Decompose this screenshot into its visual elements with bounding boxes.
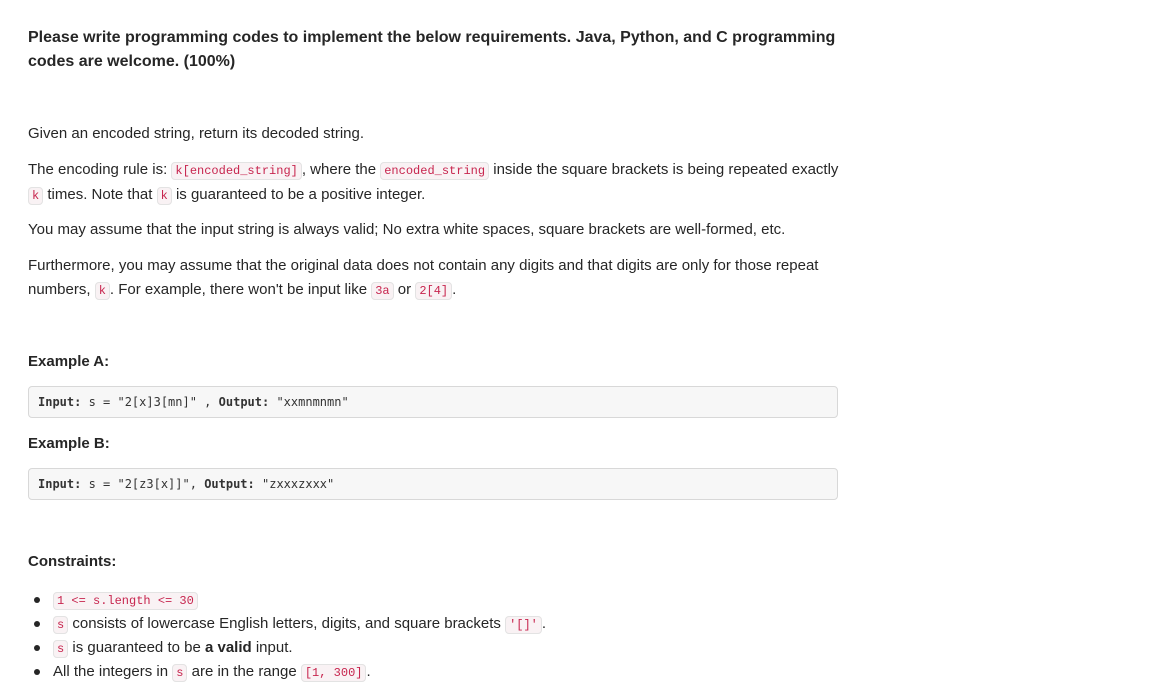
rule-text-1: The encoding rule is: [28,161,172,178]
valid-input-note: You may assume that the input string is always valid; No extra white spaces, square brackets are well-formed, etc. [28,221,786,238]
example-b-input-label: Input: [38,477,82,491]
constraint-range-code-s: s [172,664,187,682]
example-b-code-block [28,468,838,500]
constraint-valid-text: is guaranteed to be [68,639,205,656]
constraint-valid-end: input. [251,639,293,656]
constraint-range-text-2: are in the range [187,663,301,680]
assignment-heading: Please write programming codes to implement the below requirements. Java, Python, and C programming codes are welcome. (100%) [28,29,836,70]
bullet-icon [34,597,40,603]
bullet-icon [34,669,40,675]
constraint-item-charset [28,612,546,636]
rule-text-4: times. Note that [43,186,157,203]
constraints-list [28,588,546,684]
constraint-valid-code-s: s [53,640,68,658]
constraint-charset-code-s: s [53,616,68,634]
rule-code-k: k [28,187,43,205]
intro-text: Given an encoded string, return its decoded string. [28,125,365,142]
example-b-output-value: "zxxxzxxx" [254,477,335,491]
bullet-icon [34,621,40,627]
constraint-charset-text: consists of lowercase English letters, digits, and square brackets [68,615,506,632]
constraint-charset-end: . [541,615,547,632]
example-a-input-label: Input: [38,395,82,409]
example-a-output-label: Output: [218,395,270,409]
digits-code-2-4: 2[4] [415,282,452,300]
constraint-range-text: All the integers in [53,663,173,680]
constraint-item-valid [28,636,546,660]
constraint-range-code-values: [1, 300] [301,664,367,682]
constraint-length-code: 1 <= s.length <= 30 [53,592,198,610]
constraint-valid-strong: a valid [204,639,252,656]
constraint-item-range [28,660,546,684]
bullet-icon [34,645,40,651]
digits-code-3a: 3a [371,282,393,300]
example-b-output-label: Output: [204,477,255,491]
constraint-charset-code-brackets: '[]' [505,616,542,634]
encoding-rule-paragraph [28,158,840,208]
digits-text-1: Furthermore, you may assume that the original data does not contain any digits and that digits are only for those repeat numbers, [28,257,819,298]
digits-text-2: . For example, there won't be input like [109,281,372,298]
example-b-title: Example B: [28,435,110,452]
constraints-title: Constraints: [28,553,117,570]
digits-code-k: k [95,282,110,300]
digits-text-4: . [452,281,457,298]
rule-text-5: is guaranteed to be a positive integer. [171,186,426,203]
example-a-code-block [28,386,838,418]
rule-text-2: , where the [301,161,381,178]
example-b-input-value: s = "2[z3[x]]", [81,477,205,491]
digits-text-3: or [393,281,416,298]
example-a-input-value: s = "2[x]3[mn]" , [81,395,219,409]
rule-text-3: inside the square brackets is being repeated exactly [489,161,839,178]
rule-code-k-2: k [157,187,172,205]
example-a-title: Example A: [28,353,110,370]
rule-code-pattern: k[encoded_string] [171,162,301,180]
rule-code-encoded-string: encoded_string [380,162,489,180]
digits-note-paragraph [28,254,840,303]
constraint-range-end: . [366,663,371,680]
constraint-item-length [28,588,546,612]
example-a-output-value: "xxmnmnmn" [269,395,349,409]
